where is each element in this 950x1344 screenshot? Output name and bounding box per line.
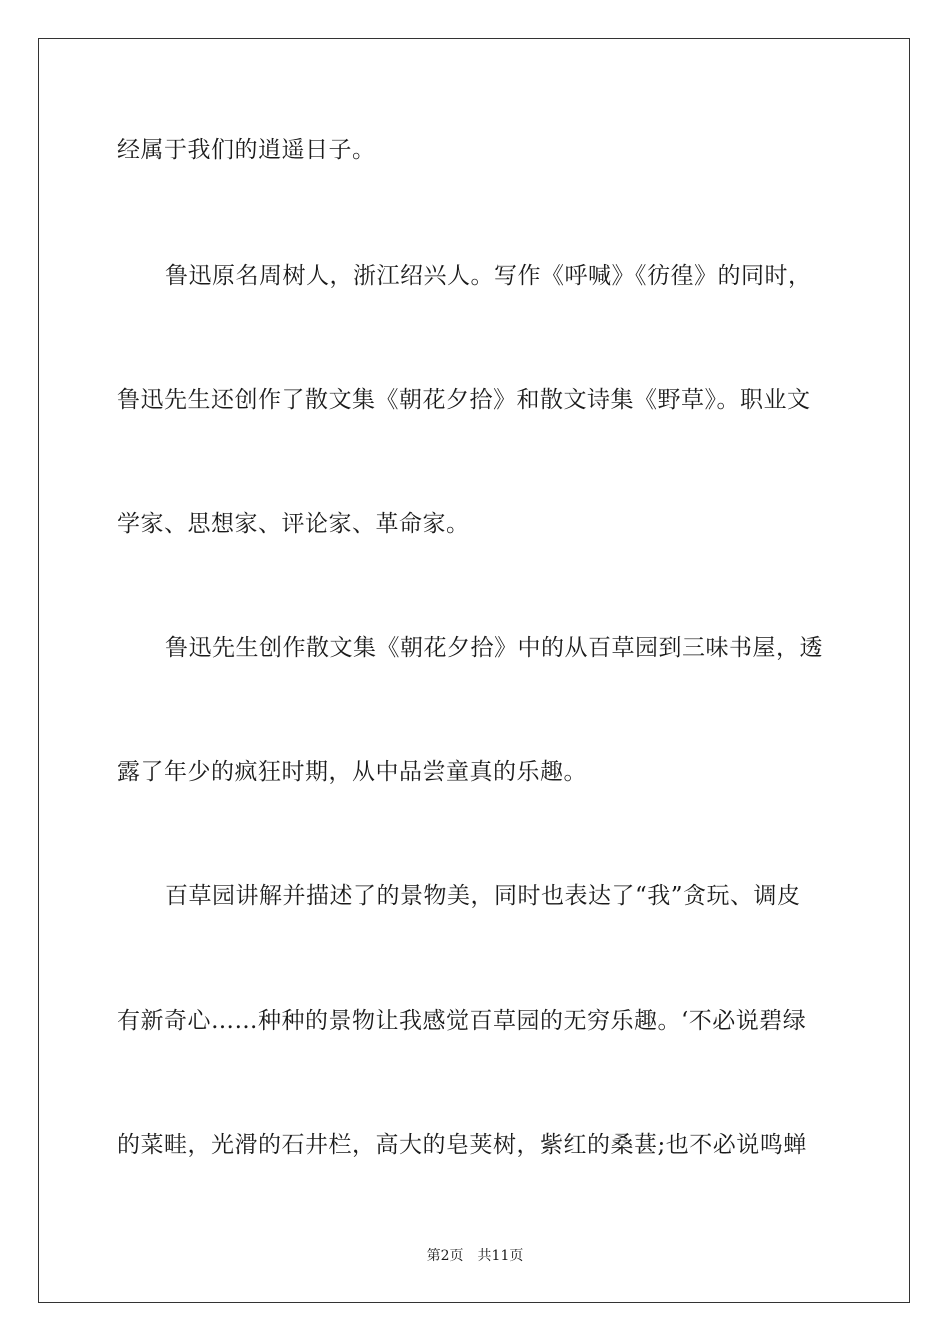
- page-border: [38, 38, 910, 1303]
- page-footer: [0, 1247, 950, 1265]
- text-line-4: 学家、思想家、评论家、革命家。: [117, 511, 470, 537]
- text-line-8: 有新奇心……种种的景物让我感觉百草园的无穷乐趣。‘不必说碧绿: [117, 1008, 807, 1034]
- text-line-1: 经属于我们的逍遥日子。: [117, 137, 376, 163]
- text-line-9: 的菜畦，光滑的石井栏，高大的皂荚树，紫红的桑葚;也不必说鸣蝉: [117, 1132, 807, 1158]
- page-number: 第2页: [426, 1248, 464, 1264]
- text-line-3: 鲁迅先生还创作了散文集《朝花夕拾》和散文诗集《野草》。职业文: [117, 387, 811, 413]
- page-total: 共11页: [477, 1248, 524, 1264]
- text-line-5: 鲁迅先生创作散文集《朝花夕拾》中的从百草园到三味书屋，透: [165, 635, 823, 661]
- text-line-7: 百草园讲解并描述了的景物美，同时也表达了“我”贪玩、调皮: [165, 883, 801, 909]
- text-line-2: 鲁迅原名周树人，浙江绍兴人。写作《呼喊》《彷徨》的同时，: [165, 263, 812, 289]
- text-line-6: 露了年少的疯狂时期，从中品尝童真的乐趣。: [117, 759, 587, 785]
